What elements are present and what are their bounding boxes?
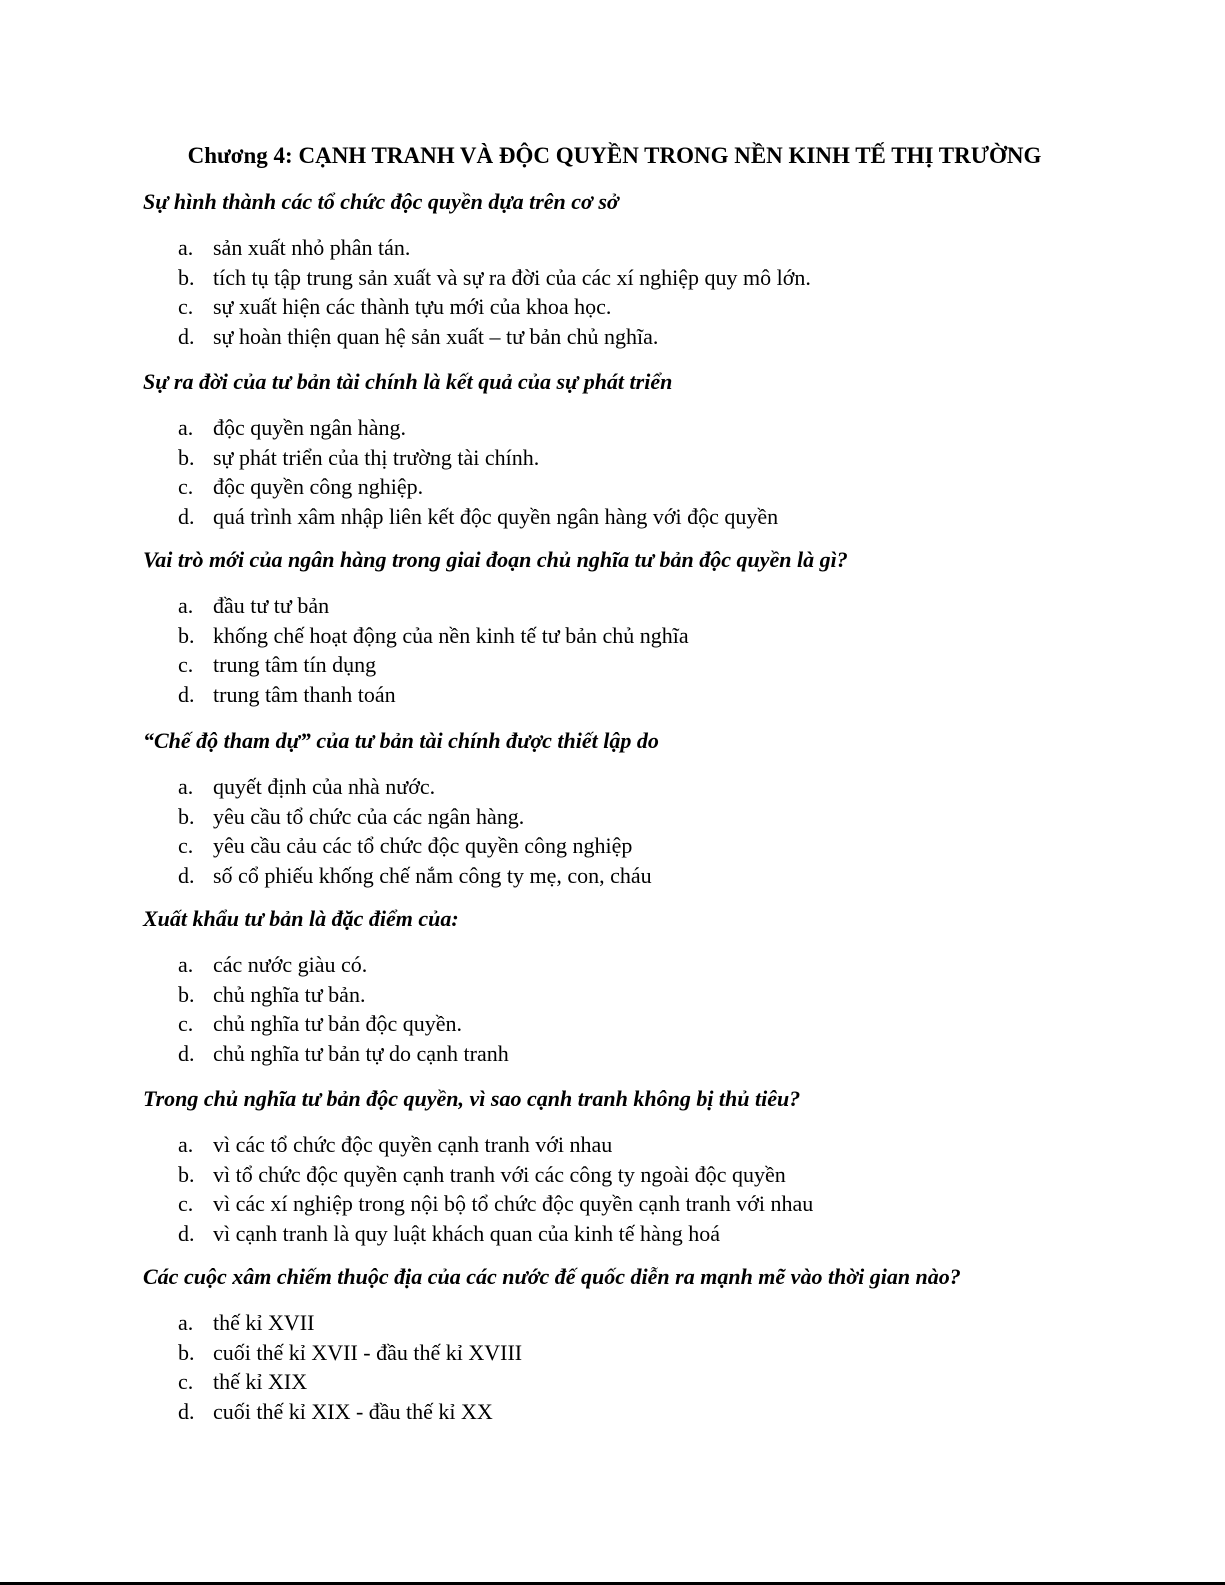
- option-item: [143, 322, 1143, 352]
- option-letter: c.: [178, 474, 194, 500]
- chapter-title: Chương 4: CẠNH TRANH VÀ ĐỘC QUYỀN TRONG NỀN KINH TẾ THỊ TRƯỜNG: [187, 143, 1042, 168]
- question-text: Trong chủ nghĩa tư bản độc quyền, vì sao cạnh tranh không bị thủ tiêu?: [143, 1086, 801, 1111]
- question-text: “Chế độ tham dự” của tư bản tài chính được thiết lập do: [143, 728, 659, 753]
- option-item: [143, 472, 1143, 502]
- option-letter: b.: [178, 803, 195, 829]
- option-text: chủ nghĩa tư bản tự do cạnh tranh: [213, 1041, 509, 1067]
- option-letter: b.: [178, 1161, 195, 1187]
- option-letter: c.: [178, 1011, 194, 1037]
- option-letter: d.: [178, 1399, 195, 1425]
- options-list: [143, 233, 1143, 352]
- option-letter: a.: [178, 415, 194, 440]
- option-letter: b.: [178, 981, 195, 1007]
- option-item: [143, 1039, 1143, 1069]
- option-item: [143, 292, 1143, 322]
- option-text: đầu tư tư bản: [213, 593, 330, 618]
- option-letter: c.: [178, 833, 194, 859]
- option-item: [143, 1308, 1143, 1338]
- option-item: [143, 1160, 1143, 1190]
- option-item: [143, 621, 1143, 651]
- option-item: [143, 591, 1143, 621]
- option-item: [143, 772, 1143, 802]
- option-letter: a.: [178, 235, 194, 260]
- option-text: số cổ phiếu khống chế nắm công ty mẹ, con, cháu: [213, 863, 652, 889]
- option-letter: a.: [178, 952, 194, 977]
- option-text: chủ nghĩa tư bản độc quyền.: [213, 1011, 462, 1037]
- option-item: [143, 831, 1143, 861]
- options-list: [143, 413, 1143, 532]
- option-item: [143, 650, 1143, 680]
- question-text: Vai trò mới của ngân hàng trong giai đoạn chủ nghĩa tư bản độc quyền là gì?: [143, 547, 848, 572]
- option-letter: b.: [178, 622, 195, 648]
- options-list: [143, 1130, 1143, 1249]
- option-item: [143, 502, 1143, 532]
- question-block: [143, 368, 1143, 532]
- question-block: [143, 188, 1143, 352]
- option-text: sự phát triển của thị trường tài chính.: [213, 444, 540, 470]
- option-text: sản xuất nhỏ phân tán.: [213, 235, 411, 260]
- question-block: [143, 546, 1143, 710]
- question-text: Xuất khẩu tư bản là đặc điểm của:: [143, 906, 459, 931]
- option-item: [143, 443, 1143, 473]
- option-letter: d.: [178, 863, 195, 889]
- option-item: [143, 1219, 1143, 1249]
- option-letter: a.: [178, 774, 194, 799]
- option-letter: d.: [178, 1041, 195, 1067]
- option-letter: b.: [178, 1339, 195, 1365]
- options-list: [143, 950, 1143, 1069]
- option-item: [143, 980, 1143, 1010]
- option-item: [143, 1367, 1143, 1397]
- option-text: sự hoàn thiện quan hệ sản xuất – tư bản chủ nghĩa.: [213, 324, 659, 350]
- option-item: [143, 1397, 1143, 1427]
- question-block: [143, 1263, 1143, 1427]
- option-text: các nước giàu có.: [213, 952, 368, 977]
- option-text: quá trình xâm nhập liên kết độc quyền ngân hàng với độc quyền: [213, 504, 779, 530]
- option-text: vì các xí nghiệp trong nội bộ tổ chức độc quyền cạnh tranh với nhau: [213, 1191, 814, 1217]
- option-text: cuối thế kỉ XVII - đầu thế kỉ XVIII: [213, 1339, 523, 1365]
- question-block: [143, 727, 1143, 891]
- option-text: vì tổ chức độc quyền cạnh tranh với các công ty ngoài độc quyền: [213, 1161, 786, 1187]
- option-text: chủ nghĩa tư bản.: [213, 981, 366, 1007]
- option-text: trung tâm thanh toán: [213, 682, 396, 708]
- option-text: trung tâm tín dụng: [213, 652, 377, 678]
- option-letter: c.: [178, 652, 194, 678]
- options-list: [143, 772, 1143, 891]
- option-text: yêu cầu cảu các tổ chức độc quyền công nghiệp: [213, 833, 633, 859]
- question-text: Sự hình thành các tổ chức độc quyền dựa trên cơ sở: [143, 189, 619, 214]
- option-item: [143, 950, 1143, 980]
- option-text: vì các tổ chức độc quyền cạnh tranh với nhau: [213, 1132, 613, 1157]
- option-text: thế kỉ XVII: [213, 1310, 315, 1335]
- question-text: Sự ra đời của tư bản tài chính là kết quả của sự phát triển: [143, 369, 673, 394]
- option-letter: b.: [178, 264, 195, 290]
- option-item: [143, 233, 1143, 263]
- question-block: [143, 905, 1143, 1069]
- option-letter: d.: [178, 324, 195, 350]
- option-letter: c.: [178, 1191, 194, 1217]
- option-letter: d.: [178, 504, 195, 530]
- option-item: [143, 802, 1143, 832]
- option-item: [143, 1009, 1143, 1039]
- option-letter: a.: [178, 593, 194, 618]
- option-item: [143, 1338, 1143, 1368]
- option-text: quyết định của nhà nước.: [213, 774, 436, 799]
- option-text: yêu cầu tổ chức của các ngân hàng.: [213, 803, 525, 829]
- option-text: độc quyền ngân hàng.: [213, 415, 407, 440]
- option-text: thế kỉ XIX: [213, 1369, 308, 1395]
- option-item: [143, 1130, 1143, 1160]
- option-item: [143, 263, 1143, 293]
- options-list: [143, 1308, 1143, 1427]
- option-letter: a.: [178, 1310, 194, 1335]
- option-text: khống chế hoạt động của nền kinh tế tư bản chủ nghĩa: [213, 622, 689, 648]
- option-text: tích tụ tập trung sản xuất và sự ra đời của các xí nghiệp quy mô lớn.: [213, 264, 811, 290]
- option-letter: c.: [178, 1369, 194, 1395]
- option-item: [143, 413, 1143, 443]
- option-item: [143, 861, 1143, 891]
- question-text: Các cuộc xâm chiếm thuộc địa của các nước đế quốc diễn ra mạnh mẽ vào thời gian nào?: [143, 1264, 961, 1289]
- option-item: [143, 680, 1143, 710]
- option-text: độc quyền công nghiệp.: [213, 474, 424, 500]
- option-text: sự xuất hiện các thành tựu mới của khoa học.: [213, 294, 612, 320]
- option-letter: b.: [178, 444, 195, 470]
- option-item: [143, 1189, 1143, 1219]
- option-text: cuối thế kỉ XIX - đầu thế kỉ XX: [213, 1399, 493, 1425]
- option-text: vì cạnh tranh là quy luật khách quan của kinh tế hàng hoá: [213, 1221, 721, 1247]
- option-letter: d.: [178, 682, 195, 708]
- option-letter: a.: [178, 1132, 194, 1157]
- option-letter: d.: [178, 1221, 195, 1247]
- option-letter: c.: [178, 294, 194, 320]
- options-list: [143, 591, 1143, 710]
- question-block: [143, 1085, 1143, 1249]
